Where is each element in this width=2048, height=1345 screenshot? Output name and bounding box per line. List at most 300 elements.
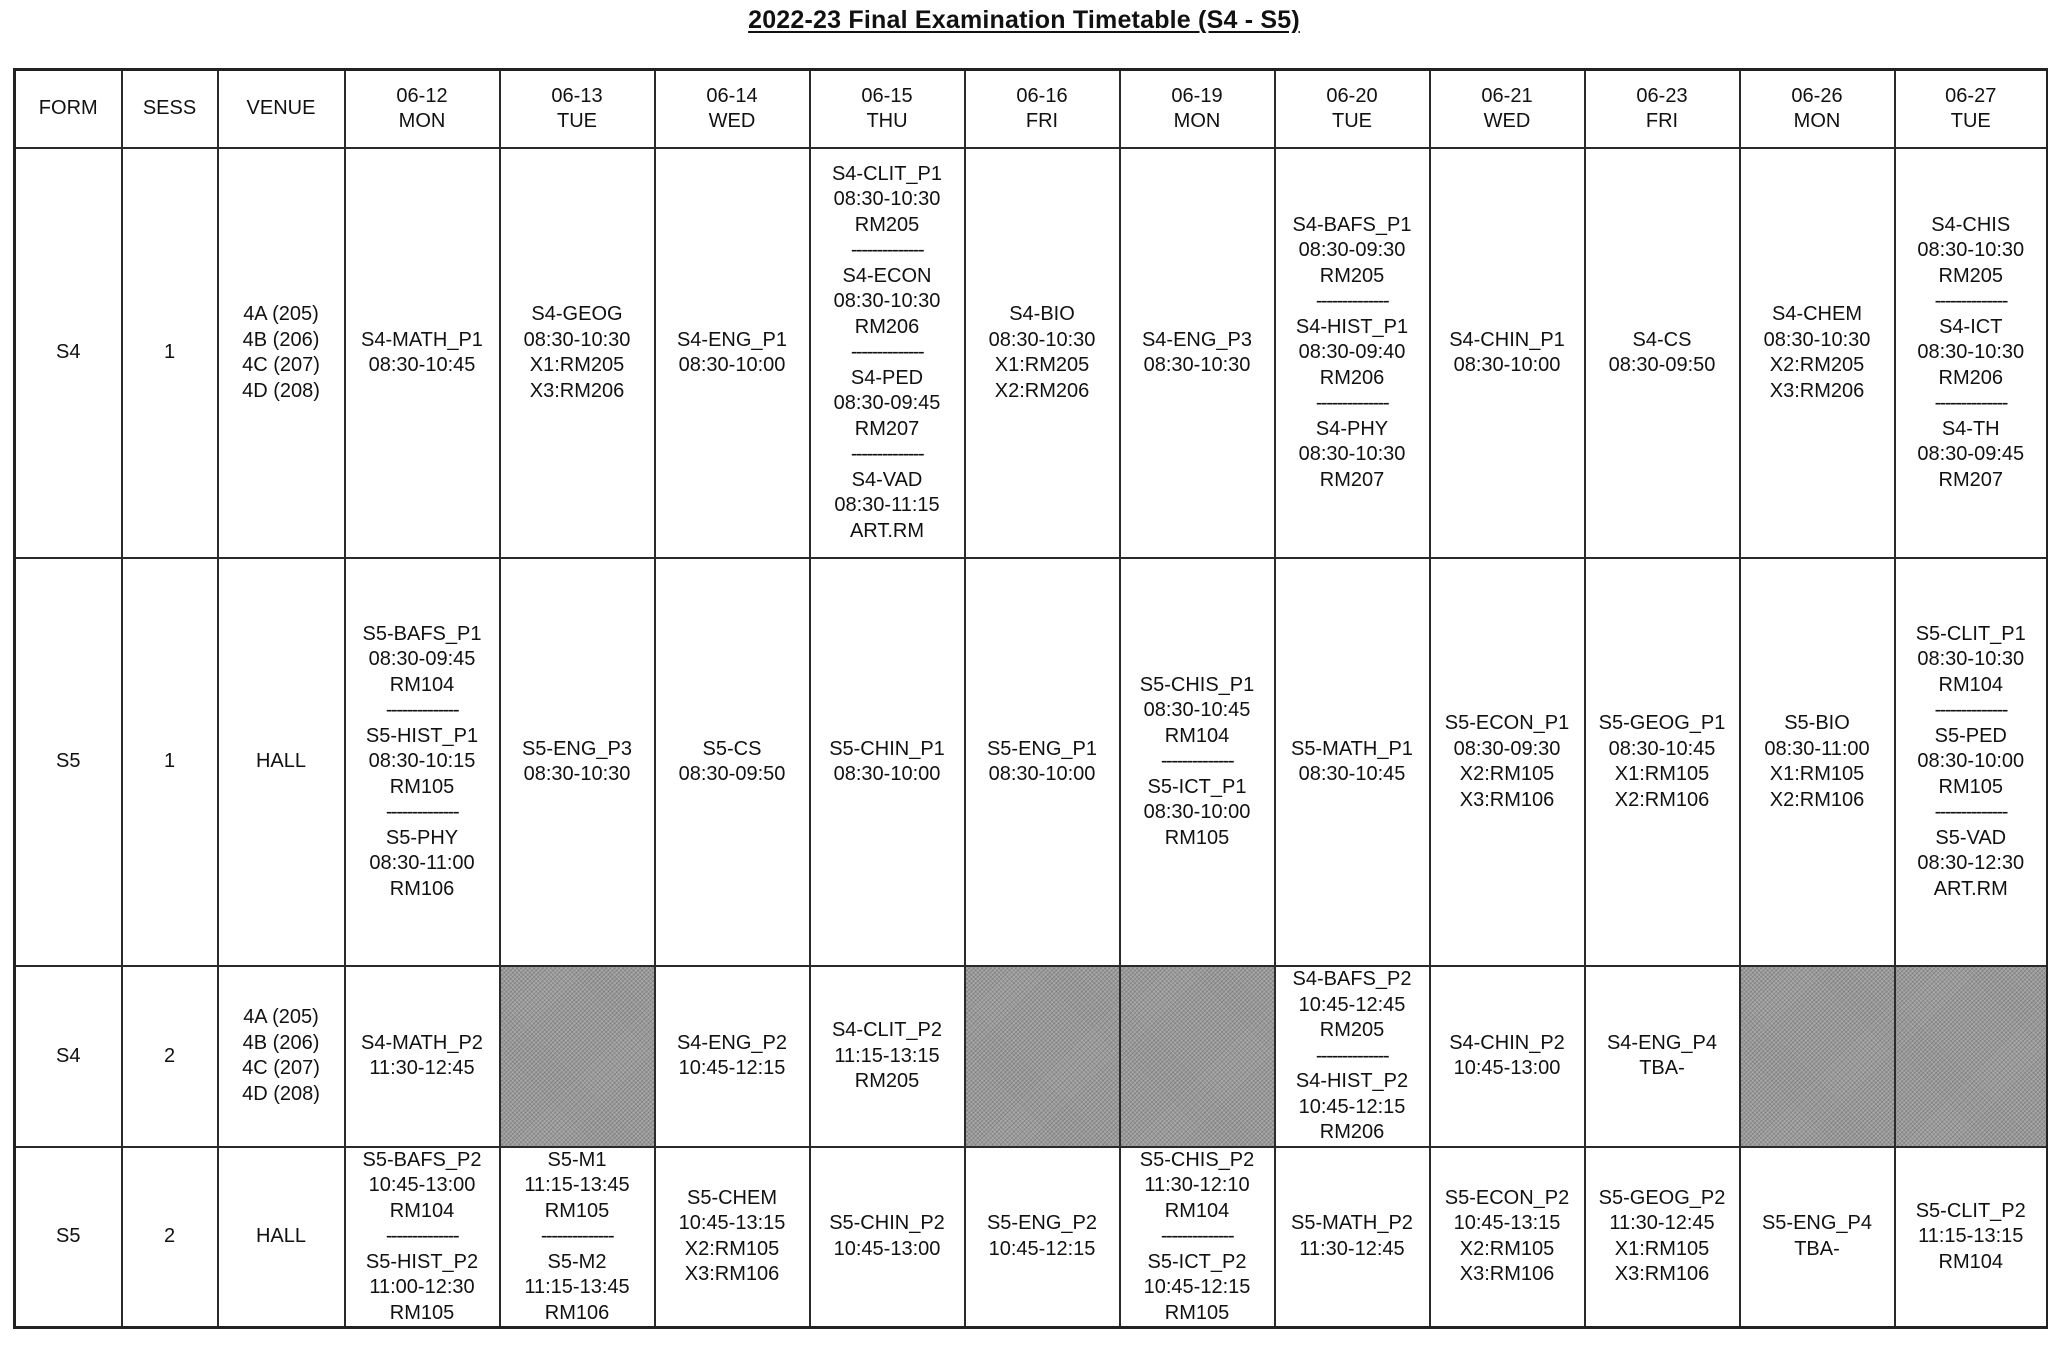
exam-cell <box>500 558 655 966</box>
exam-cell <box>500 148 655 558</box>
table-row <box>15 966 2048 1147</box>
exam-subject: S4-TH <box>1941 417 2000 440</box>
exam-cell <box>345 1147 500 1328</box>
exam-subject: S4-CHIN_P1 <box>1449 328 1565 351</box>
exam-subject: S4-CS <box>1632 328 1692 351</box>
exam-time: 08:30-09:45 <box>368 648 476 671</box>
exam-cell <box>810 558 965 966</box>
session-cell: 2 <box>122 1147 218 1328</box>
exam-room: X2:RM105 <box>684 1237 780 1260</box>
exam-time: TBA- <box>1794 1237 1840 1260</box>
venue-line: HALL <box>255 750 307 773</box>
exam-subject: S5-CLIT_P2 <box>1915 1199 2026 1222</box>
exam-subject: S5-ENG_P2 <box>986 1212 1098 1235</box>
session-cell: 1 <box>122 148 218 558</box>
day-label: FRI <box>1025 110 1059 132</box>
exam-cell <box>1120 148 1275 558</box>
exam-subject: S5-BAFS_P1 <box>362 622 482 645</box>
day-label: WED <box>708 110 756 132</box>
exam-entry <box>658 737 807 788</box>
no-exam-cell <box>1740 966 1895 1147</box>
exam-time: 08:30-10:00 <box>988 763 1096 785</box>
exam-time: 10:45-13:00 <box>1453 1057 1561 1080</box>
exam-cell <box>345 558 500 966</box>
exam-time: 08:30-10:30 <box>1917 341 2025 364</box>
exam-room: X3:RM206 <box>529 379 625 402</box>
exam-time: 08:30-10:30 <box>1298 443 1406 466</box>
exam-timetable <box>13 68 2048 1329</box>
venue-line: 4C (207) <box>242 354 320 376</box>
exam-room: RM207 <box>1319 468 1385 491</box>
exam-separator: -------------- <box>850 443 924 466</box>
exam-cell <box>345 148 500 558</box>
exam-entry <box>1743 1211 1892 1262</box>
exam-entry <box>813 1018 962 1095</box>
exam-separator: -------------- <box>385 1225 459 1247</box>
no-exam-cell <box>1895 966 2048 1147</box>
exam-separator: -------------- <box>1315 290 1389 313</box>
exam-entry <box>1588 1031 1737 1082</box>
exam-room: RM207 <box>854 417 920 440</box>
header-row <box>15 70 2048 149</box>
exam-subject: S4-GEOG <box>531 303 623 325</box>
exam-separator: -------------- <box>1315 392 1389 415</box>
exam-time: 08:30-10:30 <box>1917 648 2025 671</box>
exam-room: RM104 <box>1164 1199 1230 1222</box>
exam-entry <box>1278 1211 1427 1262</box>
exam-entry <box>1898 417 2045 494</box>
exam-room: RM106 <box>389 877 455 900</box>
exam-cell <box>1275 1147 1430 1328</box>
exam-time: 08:30-09:50 <box>678 763 786 785</box>
exam-time: 08:30-10:30 <box>1143 354 1251 376</box>
exam-separator: -------------- <box>1934 801 2007 824</box>
venue-line: 4C (207) <box>242 1057 320 1080</box>
exam-separator: -------------- <box>1934 699 2007 722</box>
exam-time: 08:30-12:30 <box>1917 852 2025 875</box>
exam-entry <box>1898 213 2045 290</box>
exam-entry <box>1433 711 1582 813</box>
exam-time: 10:45-12:15 <box>988 1237 1096 1260</box>
exam-room: X1:RM205 <box>529 354 625 376</box>
exam-cell <box>1585 148 1740 558</box>
exam-time: 08:30-09:40 <box>1298 341 1406 364</box>
exam-time: 08:30-10:15 <box>368 750 476 773</box>
exam-room: X3:RM106 <box>1459 788 1555 811</box>
exam-cell <box>965 1147 1120 1328</box>
exam-time: 08:30-09:50 <box>1608 354 1716 376</box>
exam-cell <box>1430 148 1585 558</box>
exam-entry <box>503 1148 652 1225</box>
exam-entry <box>658 328 807 379</box>
exam-entry <box>968 737 1117 788</box>
date-label: 06-27 <box>1945 84 1997 107</box>
header-date <box>1430 70 1585 149</box>
exam-subject: S5-MATH_P1 <box>1291 737 1413 760</box>
exam-subject: S4-CLIT_P2 <box>831 1019 943 1041</box>
date-label: 06-15 <box>861 84 913 107</box>
exam-room: X3:RM206 <box>1769 379 1865 402</box>
exam-room: RM205 <box>1938 264 2003 287</box>
form-cell: S4 <box>15 148 122 558</box>
exam-time: 08:30-10:30 <box>1763 328 1871 351</box>
date-label: 06-21 <box>1481 84 1533 107</box>
exam-entry <box>1743 302 1892 404</box>
exam-room: RM205 <box>854 1070 920 1092</box>
exam-subject: S5-CHIS_P2 <box>1139 1148 1255 1171</box>
exam-time: 08:30-11:00 <box>1764 737 1870 760</box>
venue-cell <box>218 558 345 966</box>
exam-room: RM105 <box>389 1301 455 1324</box>
exam-room: X2:RM106 <box>1614 788 1710 811</box>
exam-cell <box>1120 558 1275 966</box>
exam-room: ART.RM <box>849 519 925 542</box>
exam-entry <box>813 162 962 239</box>
day-label: TUE <box>1332 110 1372 132</box>
exam-room: RM105 <box>1164 1301 1230 1324</box>
exam-time: 11:30-12:45 <box>369 1057 475 1080</box>
exam-cell <box>1430 966 1585 1147</box>
exam-cell <box>655 148 810 558</box>
day-label: MON <box>398 110 446 132</box>
session-cell: 2 <box>122 966 218 1147</box>
page-title: 2022-23 Final Examination Timetable (S4 - S5) <box>748 6 1300 34</box>
exam-cell <box>1895 1147 2048 1328</box>
exam-time: 08:30-10:00 <box>833 763 941 785</box>
exam-time: 08:30-10:45 <box>1298 763 1406 785</box>
exam-separator: -------------- <box>850 341 924 364</box>
exam-time: 11:15-13:45 <box>524 1276 630 1298</box>
exam-subject: S5-CHIN_P2 <box>829 1212 945 1235</box>
date-label: 06-12 <box>396 84 448 107</box>
exam-entry <box>813 1211 962 1262</box>
exam-subject: S4-CHIS <box>1931 213 2011 236</box>
exam-cell <box>1275 966 1430 1147</box>
exam-cell <box>965 558 1120 966</box>
exam-cell <box>1895 148 2048 558</box>
exam-cell <box>655 558 810 966</box>
exam-cell <box>1585 1147 1740 1328</box>
exam-cell <box>810 148 965 558</box>
exam-room: X2:RM105 <box>1459 763 1555 785</box>
exam-subject: S5-ENG_P1 <box>986 737 1098 760</box>
form-cell: S5 <box>15 1147 122 1328</box>
exam-time: 08:30-09:45 <box>833 392 941 415</box>
exam-time: 08:30-10:00 <box>1453 354 1561 376</box>
venue-line: 4A (205) <box>243 1006 319 1029</box>
table-row <box>15 148 2048 558</box>
exam-entry <box>348 1250 497 1327</box>
exam-room: RM205 <box>854 213 920 236</box>
exam-time: 08:30-10:45 <box>1143 699 1251 722</box>
venue-cell <box>218 966 345 1147</box>
exam-room: RM207 <box>1938 468 2003 491</box>
exam-entry <box>813 468 962 545</box>
exam-subject: S4-BAFS_P2 <box>1292 968 1412 990</box>
exam-cell <box>1740 148 1895 558</box>
table-row <box>15 558 2048 966</box>
date-label: 06-14 <box>706 84 758 107</box>
exam-subject: S4-HIST_P1 <box>1295 315 1409 338</box>
exam-cell <box>810 1147 965 1328</box>
exam-room: RM104 <box>389 1199 455 1222</box>
header-date <box>1895 70 2048 149</box>
exam-entry <box>348 724 497 801</box>
venue-line: 4D (208) <box>242 379 320 402</box>
exam-room: RM206 <box>1938 366 2003 389</box>
exam-time: 08:30-09:30 <box>1298 239 1406 262</box>
exam-separator: -------------- <box>850 239 924 262</box>
exam-time: 10:45-13:15 <box>1453 1212 1561 1235</box>
date-label: 06-26 <box>1791 84 1843 107</box>
exam-room: RM106 <box>544 1301 610 1324</box>
exam-subject: S4-BAFS_P1 <box>1292 213 1412 236</box>
exam-room: X1:RM105 <box>1769 763 1865 785</box>
exam-entry <box>1278 417 1427 494</box>
exam-entry <box>1278 737 1427 788</box>
exam-room: RM105 <box>1938 775 2003 798</box>
exam-subject: S5-CLIT_P1 <box>1915 622 2026 645</box>
exam-separator: -------------- <box>540 1225 614 1247</box>
exam-cell <box>810 966 965 1147</box>
exam-cell <box>1430 1147 1585 1328</box>
exam-subject: S5-VAD <box>1935 826 2007 849</box>
exam-time: 08:30-10:00 <box>1143 801 1251 824</box>
exam-cell <box>1585 558 1740 966</box>
no-exam-cell <box>500 966 655 1147</box>
exam-entry <box>1588 328 1737 379</box>
exam-time: 11:15-13:15 <box>1918 1225 2024 1247</box>
day-label: FRI <box>1645 110 1679 132</box>
exam-time: 10:45-12:45 <box>1298 993 1406 1016</box>
exam-subject: S5-ECON_P2 <box>1444 1186 1570 1209</box>
date-label: 06-16 <box>1016 84 1068 107</box>
exam-entry <box>813 737 962 788</box>
exam-entry <box>968 302 1117 404</box>
exam-entry <box>503 1250 652 1327</box>
exam-cell <box>500 1147 655 1328</box>
exam-room: RM104 <box>1938 673 2003 696</box>
exam-time: 11:15-13:45 <box>524 1174 630 1196</box>
exam-separator: -------------- <box>1315 1044 1389 1067</box>
exam-room: RM206 <box>1319 1121 1385 1143</box>
exam-room: RM104 <box>1164 724 1230 747</box>
exam-subject: S5-BIO <box>1784 712 1850 734</box>
header-venue: VENUE <box>218 70 345 149</box>
exam-separator: -------------- <box>385 699 459 722</box>
header-date <box>1275 70 1430 149</box>
exam-subject: S4-ENG_P1 <box>676 328 788 351</box>
exam-room: RM105 <box>544 1199 610 1222</box>
exam-room: RM205 <box>1319 1019 1385 1041</box>
exam-entry <box>1898 1199 2045 1276</box>
exam-time: 08:30-10:00 <box>678 354 786 376</box>
no-exam-cell <box>965 966 1120 1147</box>
exam-entry <box>1123 1148 1272 1225</box>
session-cell: 1 <box>122 558 218 966</box>
exam-entry <box>1898 622 2045 699</box>
table-row <box>15 1147 2048 1328</box>
exam-room: X1:RM105 <box>1614 763 1710 785</box>
exam-subject: S4-MATH_P2 <box>361 1031 483 1054</box>
exam-entry <box>658 1031 807 1082</box>
exam-time: 11:30-12:45 <box>1299 1237 1405 1260</box>
exam-subject: S5-M2 <box>547 1250 607 1273</box>
exam-subject: S4-VAD <box>851 468 923 491</box>
exam-entry <box>1898 724 2045 801</box>
exam-room: RM206 <box>1319 366 1385 389</box>
date-label: 06-13 <box>551 84 603 107</box>
exam-entry <box>1278 315 1427 392</box>
date-label: 06-20 <box>1326 84 1378 107</box>
exam-subject: S4-CHIN_P2 <box>1449 1031 1565 1054</box>
exam-subject: S5-ICT_P1 <box>1147 775 1247 798</box>
exam-time: 08:30-09:30 <box>1453 737 1561 760</box>
exam-entry <box>1433 1031 1582 1082</box>
day-label: THU <box>866 110 908 132</box>
day-label: WED <box>1483 110 1531 132</box>
header-form: FORM <box>15 70 122 149</box>
exam-entry <box>1278 967 1427 1044</box>
exam-separator: -------------- <box>1160 750 1234 773</box>
exam-cell <box>345 966 500 1147</box>
exam-room: RM105 <box>1164 826 1230 849</box>
header-date <box>1585 70 1740 149</box>
exam-separator: -------------- <box>385 801 459 824</box>
exam-time: 08:30-11:15 <box>834 494 940 517</box>
exam-time: 08:30-10:30 <box>1917 239 2025 262</box>
exam-cell <box>1740 1147 1895 1328</box>
exam-time: 11:00-12:30 <box>369 1276 475 1298</box>
header-date <box>655 70 810 149</box>
exam-time: 10:45-13:00 <box>368 1174 476 1196</box>
exam-cell <box>1430 558 1585 966</box>
exam-subject: S4-CLIT_P1 <box>831 162 943 185</box>
exam-time: 11:15-13:15 <box>834 1044 940 1067</box>
exam-subject: S4-ENG_P4 <box>1606 1031 1718 1054</box>
exam-subject: S4-MATH_P1 <box>361 328 483 351</box>
venue-line: 4A (205) <box>243 303 319 325</box>
exam-room: X3:RM106 <box>1614 1263 1710 1286</box>
exam-room: RM104 <box>1938 1250 2003 1273</box>
exam-subject: S5-HIST_P1 <box>365 724 479 747</box>
exam-entry <box>348 328 497 379</box>
exam-time: 08:30-11:00 <box>369 852 475 875</box>
exam-subject: S4-HIST_P2 <box>1295 1070 1409 1092</box>
exam-entry <box>1123 673 1272 750</box>
exam-subject: S5-HIST_P2 <box>365 1250 479 1273</box>
header-date <box>500 70 655 149</box>
exam-cell <box>1275 148 1430 558</box>
exam-entry <box>1278 213 1427 290</box>
exam-room: X3:RM106 <box>684 1263 780 1286</box>
exam-subject: S4-PED <box>850 366 924 389</box>
exam-entry <box>348 622 497 699</box>
exam-subject: S5-ENG_P3 <box>521 737 633 760</box>
exam-time: 08:30-10:30 <box>833 290 941 313</box>
exam-entry <box>968 1211 1117 1262</box>
exam-entry <box>1123 1250 1272 1327</box>
venue-cell <box>218 1147 345 1328</box>
exam-room: RM104 <box>389 673 455 696</box>
exam-room: X2:RM206 <box>994 379 1090 402</box>
exam-entry <box>1433 1186 1582 1288</box>
exam-separator: -------------- <box>1934 290 2007 313</box>
exam-subject: S4-PHY <box>1315 417 1389 440</box>
exam-entry <box>1743 711 1892 813</box>
exam-room: RM105 <box>389 775 455 798</box>
exam-separator: -------------- <box>1934 392 2007 415</box>
exam-entry <box>1278 1069 1427 1146</box>
exam-entry <box>813 264 962 341</box>
exam-time: 08:30-10:30 <box>523 328 631 351</box>
exam-subject: S5-MATH_P2 <box>1291 1212 1413 1235</box>
exam-subject: S4-CHEM <box>1771 303 1862 325</box>
day-label: MON <box>1173 110 1221 132</box>
venue-line: 4D (208) <box>242 1082 320 1105</box>
exam-time: 10:45-13:15 <box>678 1212 786 1235</box>
exam-room: X1:RM205 <box>994 354 1090 376</box>
exam-room: RM205 <box>1319 264 1385 287</box>
header-date <box>965 70 1120 149</box>
exam-room: ART.RM <box>1933 877 2008 900</box>
date-label: 06-19 <box>1171 84 1223 107</box>
exam-entry <box>348 826 497 903</box>
exam-cell <box>965 148 1120 558</box>
no-exam-cell <box>1120 966 1275 1147</box>
exam-time: 10:45-13:00 <box>833 1237 941 1260</box>
exam-subject: S5-ENG_P4 <box>1761 1212 1873 1235</box>
venue-line: HALL <box>255 1225 307 1247</box>
exam-subject: S5-M1 <box>547 1148 607 1171</box>
exam-entry <box>348 1148 497 1225</box>
exam-room: X3:RM106 <box>1459 1263 1555 1286</box>
exam-time: 11:30-12:45 <box>1609 1212 1715 1235</box>
exam-entry <box>1588 711 1737 813</box>
exam-cell <box>655 1147 810 1328</box>
exam-subject: S4-BIO <box>1009 303 1075 325</box>
exam-cell <box>1740 558 1895 966</box>
exam-subject: S5-GEOG_P2 <box>1598 1186 1726 1209</box>
exam-room: RM206 <box>854 315 920 338</box>
venue-line: 4B (206) <box>242 328 320 351</box>
venue-cell <box>218 148 345 558</box>
exam-separator: -------------- <box>1160 1225 1234 1247</box>
exam-subject: S4-ENG_P3 <box>1141 328 1253 351</box>
header-date <box>810 70 965 149</box>
exam-subject: S4-ENG_P2 <box>676 1031 788 1054</box>
exam-time: 08:30-10:30 <box>833 188 941 211</box>
day-label: TUE <box>557 110 597 132</box>
exam-time: 08:30-10:45 <box>1608 737 1716 760</box>
exam-entry <box>813 366 962 443</box>
exam-entry <box>1123 775 1272 852</box>
day-label: MON <box>1793 110 1841 132</box>
header-date <box>1120 70 1275 149</box>
exam-room: X2:RM205 <box>1769 354 1865 376</box>
venue-line: 4B (206) <box>242 1031 320 1054</box>
exam-subject: S5-BAFS_P2 <box>362 1148 482 1171</box>
exam-time: TBA- <box>1639 1057 1685 1080</box>
exam-entry <box>1433 328 1582 379</box>
exam-time: 08:30-10:00 <box>1917 750 2025 773</box>
exam-subject: S5-CHIN_P1 <box>829 737 945 760</box>
exam-subject: S4-ICT <box>1939 315 2003 338</box>
exam-subject: S5-ICT_P2 <box>1147 1250 1247 1273</box>
form-cell: S5 <box>15 558 122 966</box>
form-cell: S4 <box>15 966 122 1147</box>
exam-time: 08:30-09:45 <box>1917 443 2025 466</box>
